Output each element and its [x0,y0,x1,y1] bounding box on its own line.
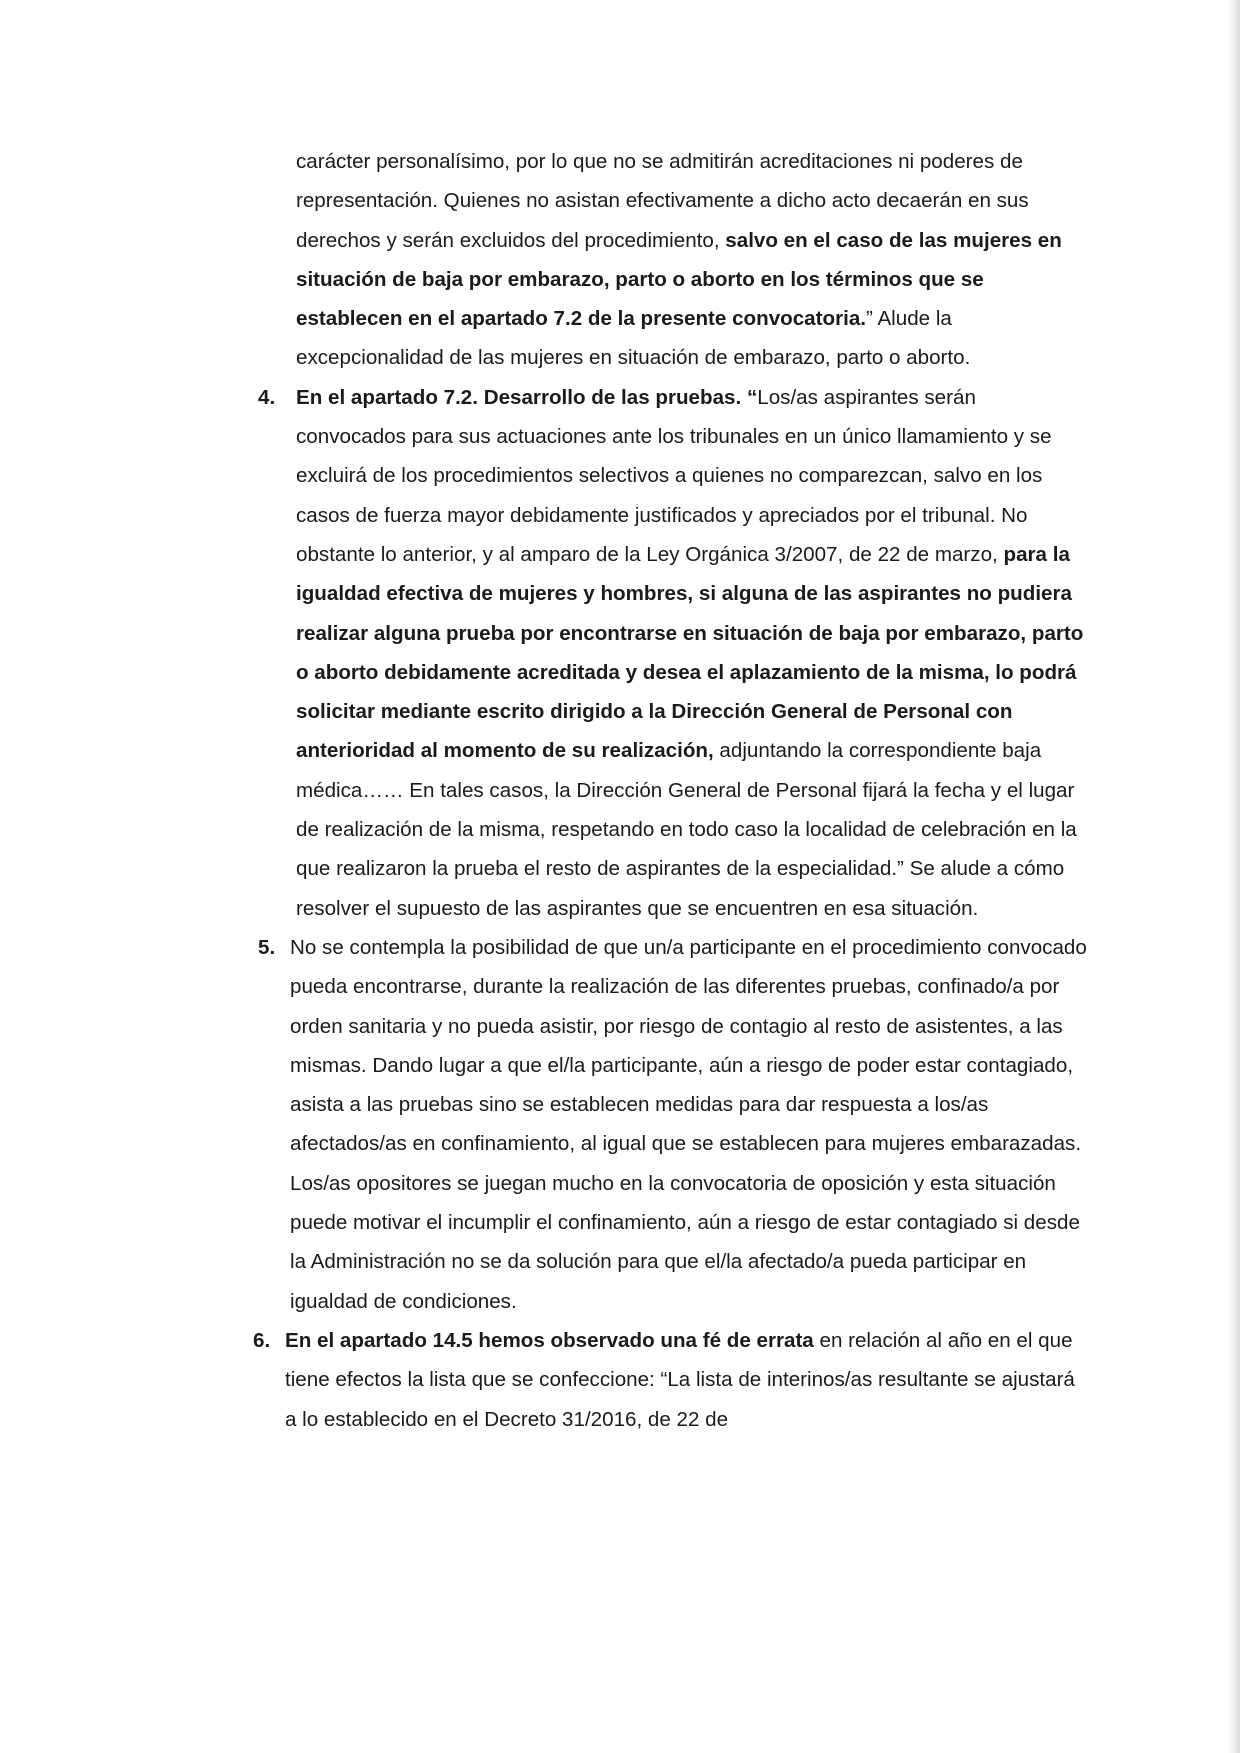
list-item-number: 6. [253,1328,271,1352]
list-item-4 [248,378,1088,928]
list-item-6 [248,1321,1088,1439]
item-4-quote-text: Los/as aspirantes serán convocados para sus actuaciones ante los tribunales en un único llamamiento y se excluirá de los procedimientos selectivos a quienes no comparezcan, salvo en los casos de fuerza mayor debidamente justificados y apreciados por el tribunal. No obstante lo anterior, y al amparo de la Ley Orgánica 3/2007, de 22 de marzo, [296,385,1052,566]
list-item-number: 5. [258,935,276,959]
list-item-5 [248,928,1088,1321]
document-body [248,142,1088,1439]
list-item-5-paragraph [290,928,1088,1321]
continuation-bold-text: salvo en el caso de las mujeres en situación de baja por embarazo, parto o aborto en los términos que se establecen en el apartado 7.2 de la presente convocatoria. [296,228,1062,331]
item-5-text: No se contempla la posibilidad de que un/a participante en el procedimiento convocado pueda encontrarse, durante la realización de las diferentes pruebas, confinado/a por orden sanitaria y no pueda asistir, por riesgo de contagio al resto de asistentes, a las mismas. Dando lugar a que el/la participante, aún a riesgo de poder estar contagiado, asista a las pruebas sino se establecen medidas para dar respuesta a los/as afectados/as en confinamiento, al igual que se establecen para mujeres embarazadas. Los/as opositores se juegan mucho en la convocatoria de oposición y esta situación puede motivar el incumplir el confinamiento, aún a riesgo de estar contagiado si desde la Administración no se da solución para que el/la afectado/a pueda participar en igualdad de condiciones. [290,935,1087,1313]
list-item-4-paragraph [296,378,1088,928]
list-item-6-paragraph [285,1321,1088,1439]
list-item-number: 4. [258,385,276,409]
continuation-text-2: ” Alude la excepcionalidad de las mujeres en situación de embarazo, parto o aborto. [296,307,971,370]
item-6-heading: En el apartado 14.5 hemos observado una fé de errata [285,1328,814,1352]
item-4-heading: En el apartado 7.2. Desarrollo de las pruebas. “ [296,385,758,409]
item-4-bold-text: para la igualdad efectiva de mujeres y hombres, si alguna de las aspirantes no pudiera realizar alguna prueba por encontrarse en situación de baja por embarazo, parto o aborto debidamente acreditada y desea el aplazamiento de la misma, lo podrá solicitar mediante escrito dirigido a la Dirección General de Personal con anterioridad al momento de su realización, [296,542,1084,763]
scan-page-edge [1228,0,1240,1753]
item-6-text: en relación al año en el que tiene efectos la lista que se confeccione: “La lista de interinos/as resultante se ajustará a lo establecido en el Decreto 31/2016, de 22 de [285,1328,1075,1431]
item-4-closing-text: adjuntando la correspondiente baja médica…… En tales casos, la Dirección General de Personal fijará la fecha y el lugar de realización de la misma, respetando en todo caso la localidad de celebración en la que realizaron la prueba el resto de aspirantes de la especialidad.” Se alude a cómo resolver el supuesto de las aspirantes que se encuentren en esa situación. [296,739,1077,920]
continuation-paragraph [296,142,1088,378]
continuation-text-1: carácter personalísimo, por lo que no se admitirán acreditaciones ni poderes de representación. Quienes no asistan efectivamente a dicho acto decaerán en sus derechos y serán excluidos del procedimiento, [296,150,1029,252]
